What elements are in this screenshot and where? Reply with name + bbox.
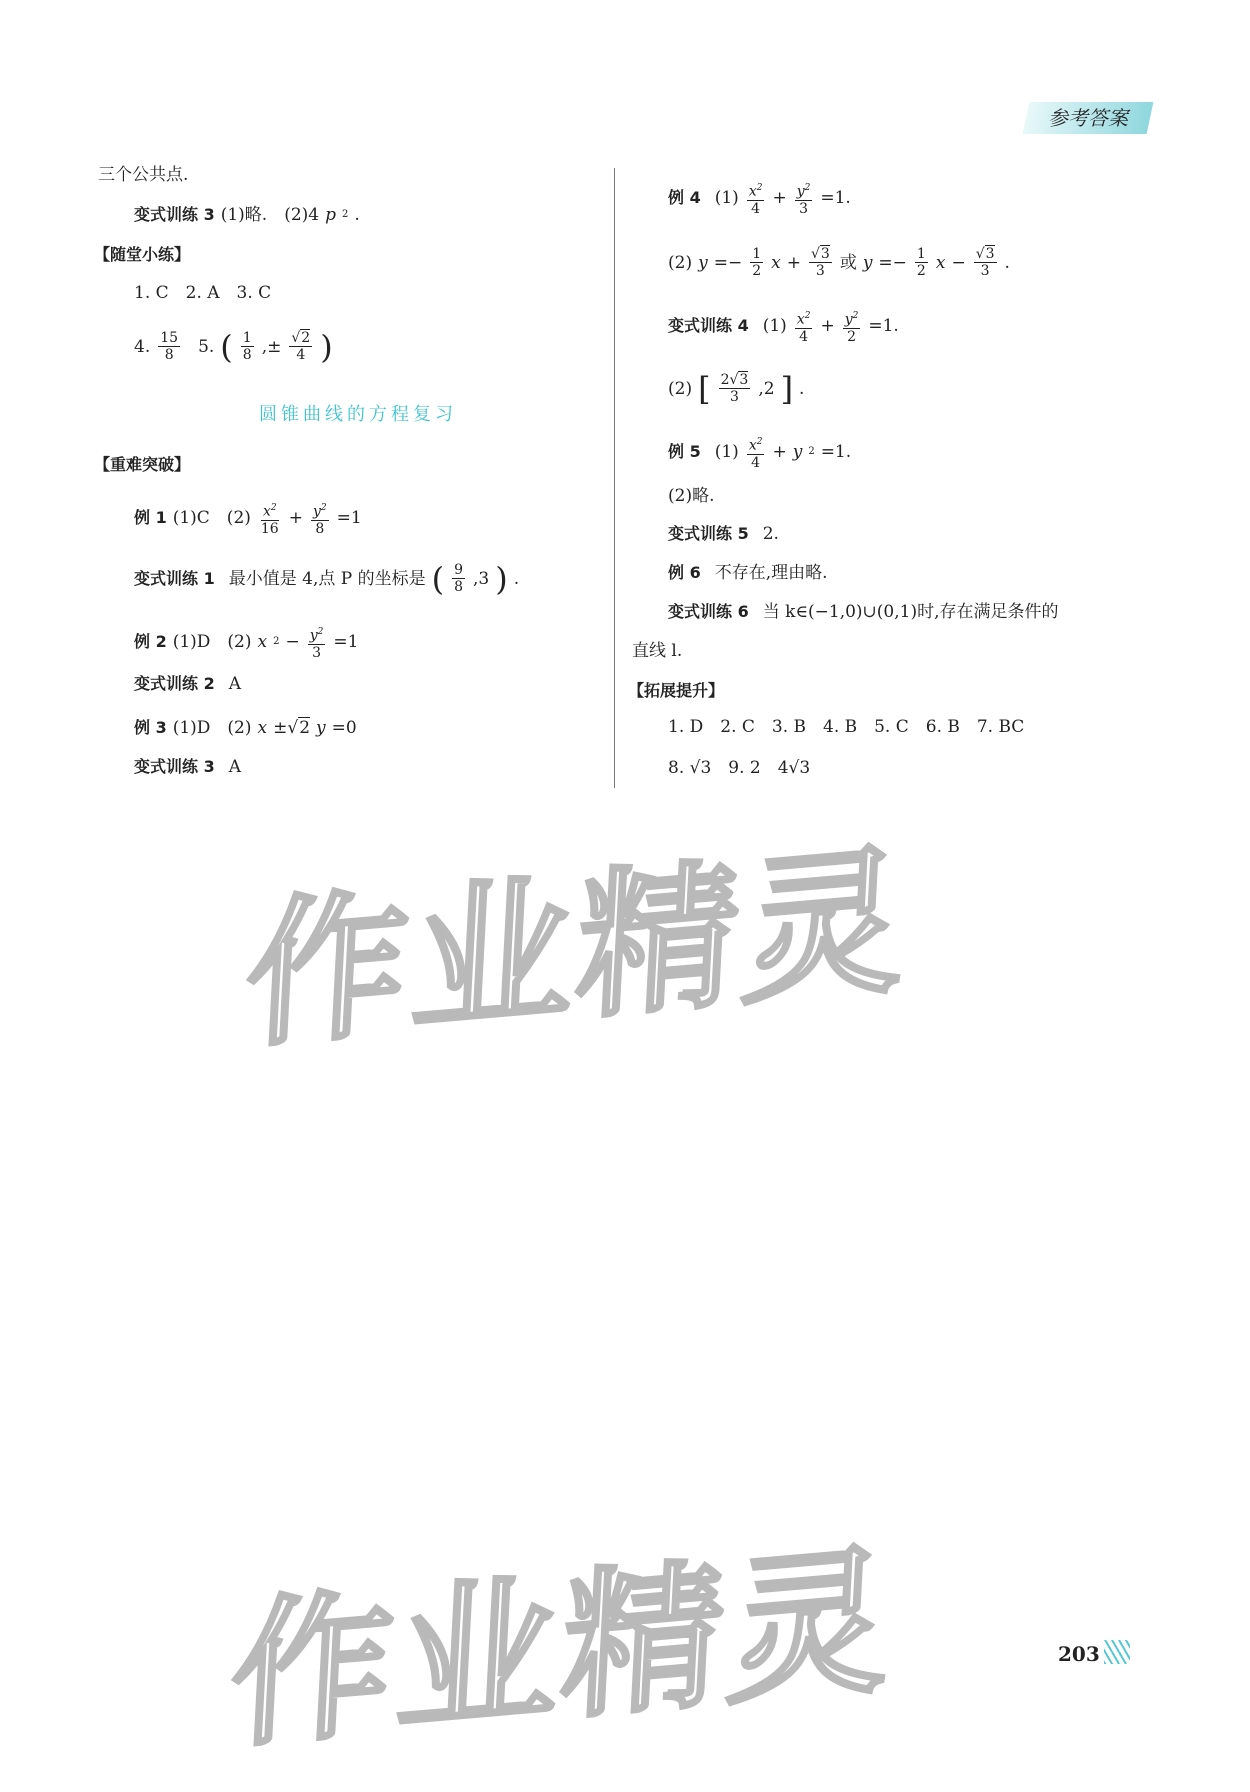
example-5: 例 5 (1) $\frac{x^2}{4}$ + y 2 =1. (668, 434, 851, 471)
variant-4: 变式训练 4 (1) $\frac{x^2}{4}$ + $\frac{y^2}{2}$ =1. (668, 308, 899, 345)
example-2: 例 2 (1)D (2) x 2 − $\frac{y^2}{3}$ =1 (134, 624, 358, 661)
variant-2: 变式训练 2 A (134, 674, 241, 694)
variant-3b: 变式训练 3 A (134, 757, 241, 777)
header-tag: 参考答案 (1023, 102, 1154, 134)
left-line-1: 三个公共点. (98, 165, 189, 185)
example-3: 例 3 (1)D (2) x ±√2 y =0 (134, 718, 357, 738)
chapter-title: 圆锥曲线的方程复习 (259, 404, 457, 425)
section-extension: 【拓展提升】 (628, 681, 725, 700)
page-number-decoration (1104, 1640, 1130, 1664)
extension-answers-2: 8. √3 9. 2 4√3 (668, 758, 811, 778)
variant-5: 变式训练 5 2. (668, 524, 779, 544)
example-1: 例 1 (1)C (2) $\frac{x^2}{16}$ + $\frac{y^2}{8}$ =1 (134, 500, 362, 537)
section-key-points: 【重难突破】 (94, 455, 191, 474)
example-4-part-2: (2) y =− $\frac{1}{2}$ x + $\frac{√3}{3}$ 或 y =− $\frac{1}{2}$ x − $\frac{√3}{3}$ . (668, 246, 1010, 279)
example-5-part-2: (2)略. (668, 486, 715, 506)
example-6: 例 6 不存在,理由略. (668, 563, 828, 583)
page-number: 203 (1058, 1642, 1100, 1666)
watermark-top: 作业精灵 (241, 826, 914, 1071)
variant-6: 变式训练 6 当 k∈(−1,0)∪(0,1)时,存在满足条件的 (668, 602, 1059, 622)
section-practice: 【随堂小练】 (94, 245, 191, 264)
watermark-bottom: 作业精灵 (226, 1526, 899, 1771)
extension-answers-1: 1. D 2. C 3. B 4. B 5. C 6. B 7. BC (668, 717, 1025, 737)
column-divider (614, 168, 615, 788)
practice-answers-1: 1. C 2. A 3. C (134, 283, 272, 303)
practice-answers-2: 4. $\frac{15}{8}$ 5. ( $\frac{1}{8}$ ,± $\frac{√2}{4}$ ) (134, 327, 333, 366)
variant-1: 变式训练 1 最小值是 4,点 P 的坐标是 ( $\frac{9}{8}$ ,3 ) . (134, 559, 520, 598)
left-variant-3a: 变式训练 3 (1)略. (2)4 p 2 . (134, 205, 360, 225)
variant-4-part-2: (2) [ $\frac{2√3}{3}$ ,2 ] . (668, 369, 805, 408)
example-4: 例 4 (1) $\frac{x^2}{4}$ + $\frac{y^2}{3}$ =1. (668, 180, 851, 217)
variant-6-continued: 直线 l. (632, 641, 683, 661)
